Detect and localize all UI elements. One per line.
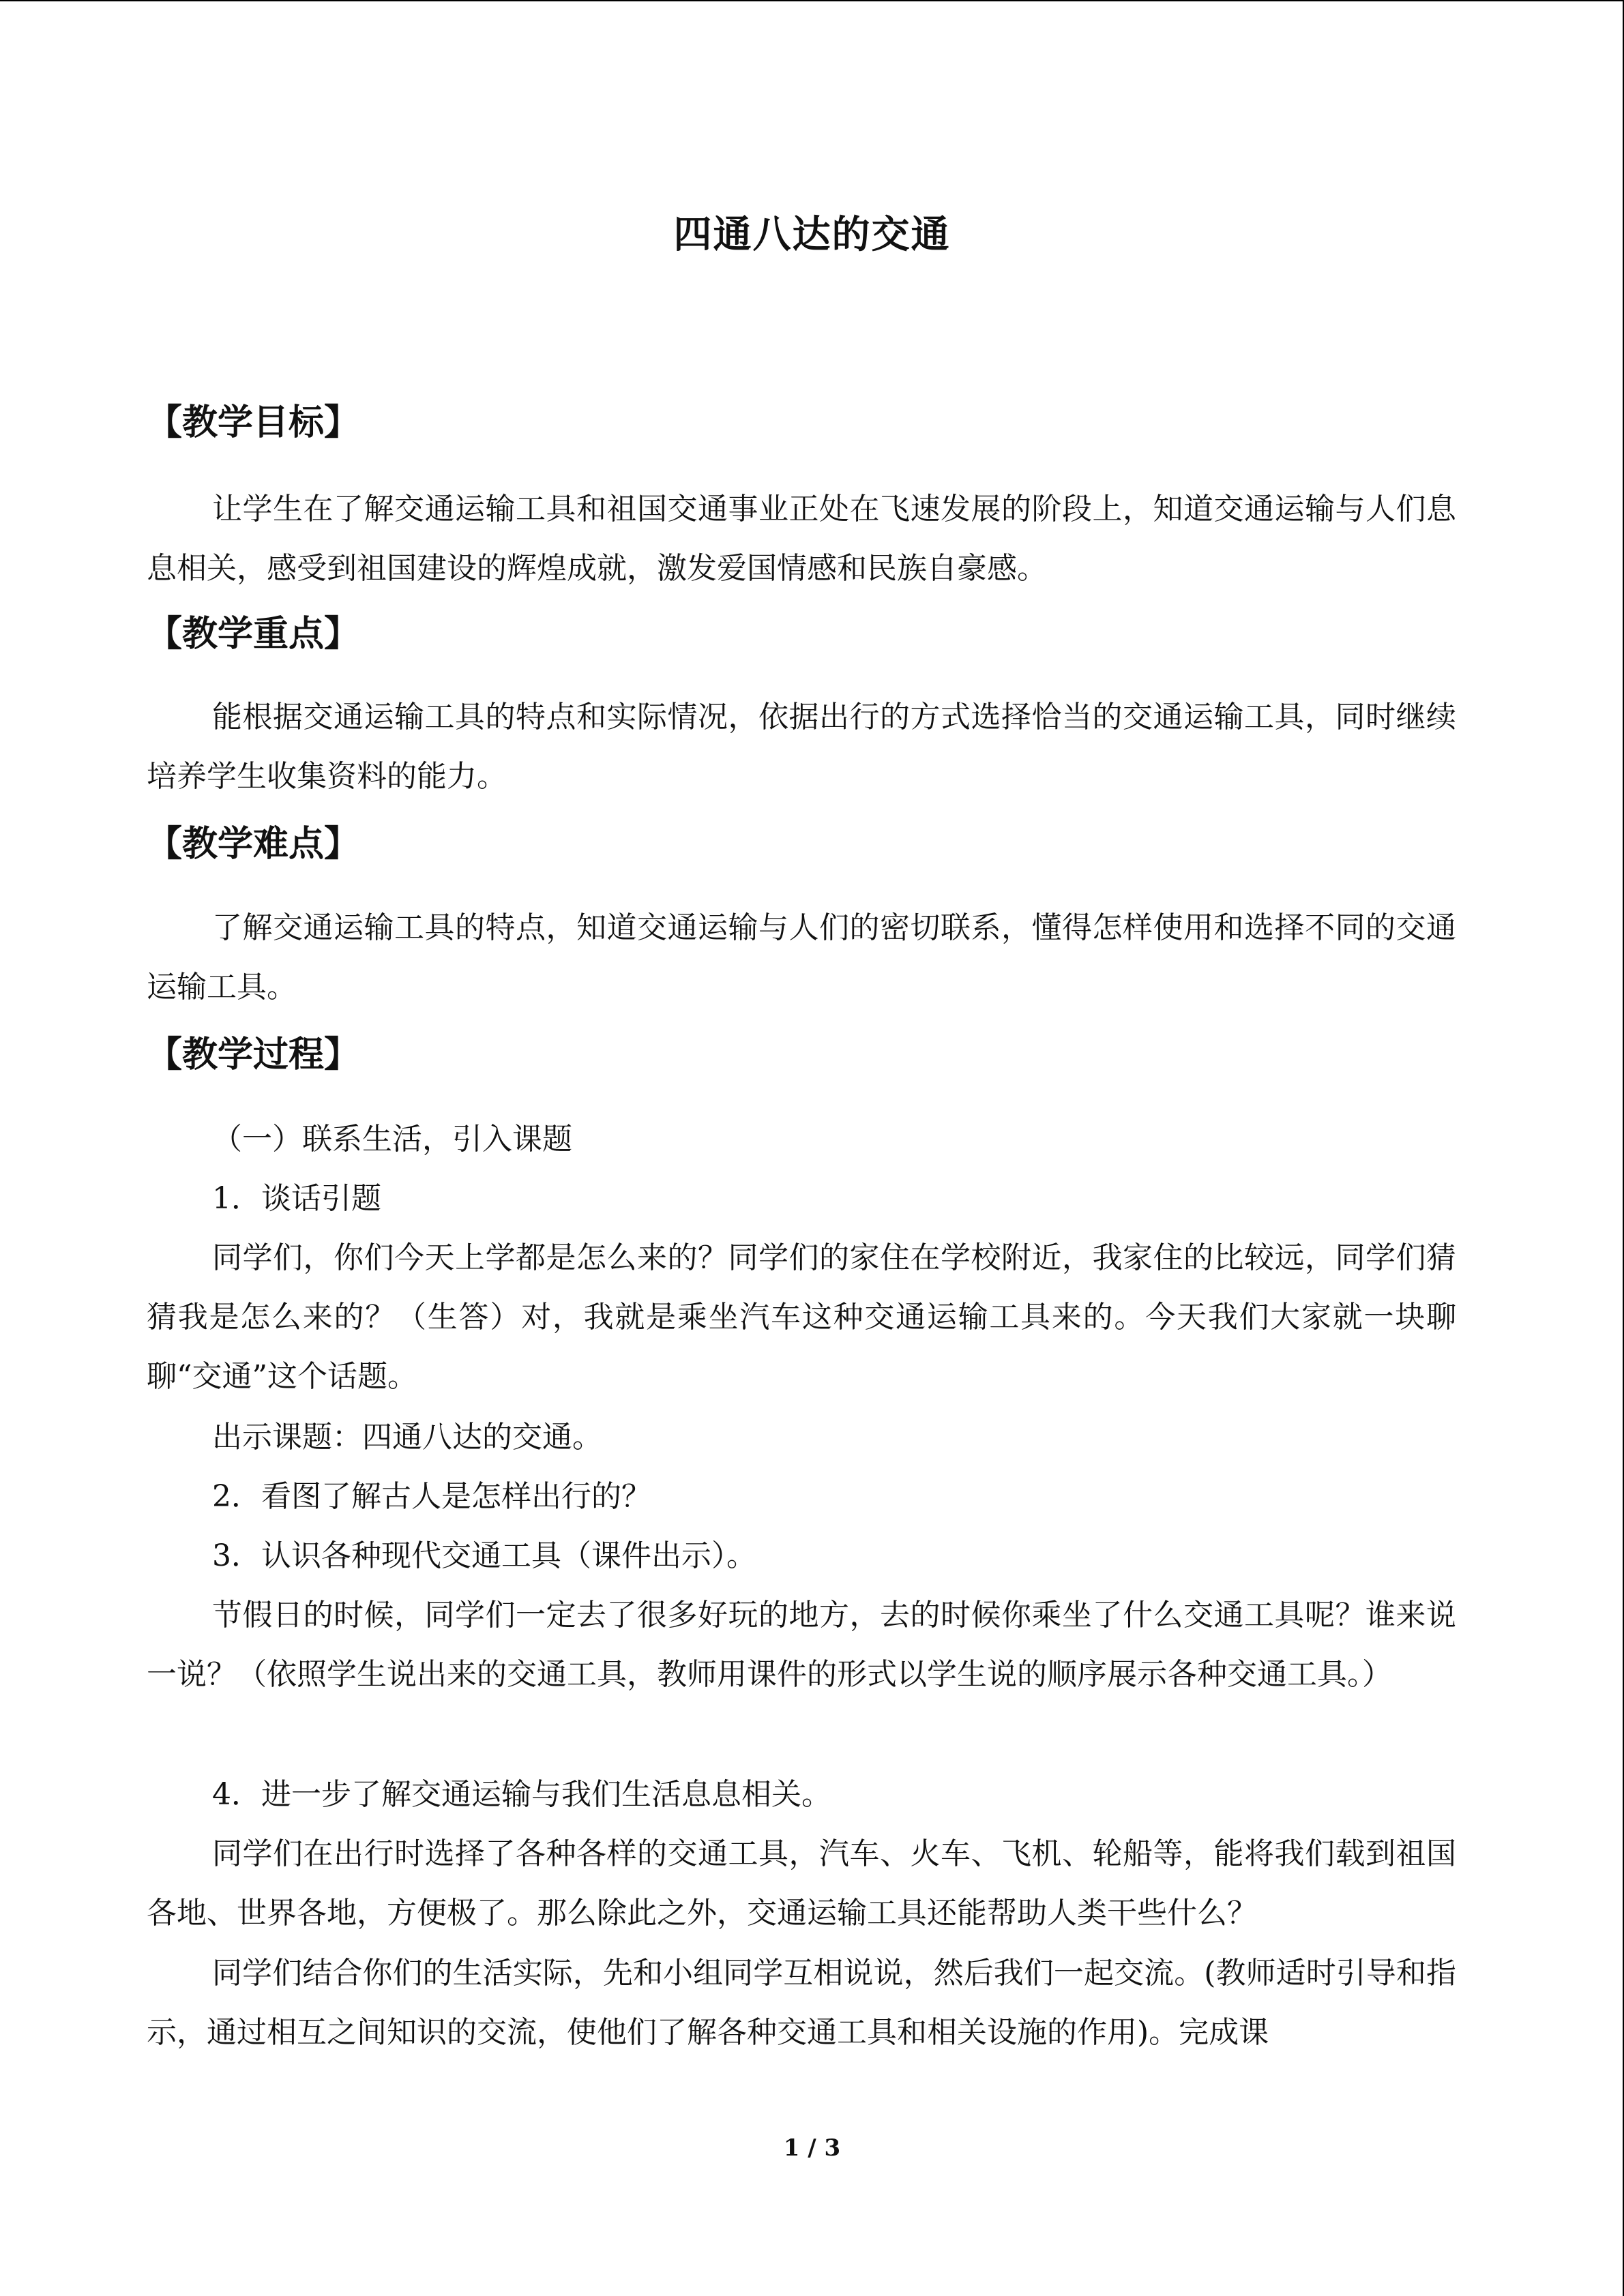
process-item-1-text: 同学们，你们今天上学都是怎么来的？同学们的家住在学校附近，我家住的比较远，同学们猜猜我是怎么来的？（生答）对，我就是乘坐汽车这种交通运输工具来的。今天我们大家就一块聊聊“交通”这个话题。 [147,1240,1456,1394]
process-item-3-text: 节假日的时候，同学们一定去了很多好玩的地方，去的时候你乘坐了什么交通工具呢？谁来说一说？（依照学生说出来的交通工具，教师用课件的形式以学生说的顺序展示各种交通工具。） [147,1598,1456,1692]
process-item-4-text-2: 同学们结合你们的生活实际，先和小组同学互相说说，然后我们一起交流。(教师适时引导和指示，通过相互之间知识的交流，使他们了解各种交通工具和相关设施的作用)。完成课 [147,1956,1456,2050]
heading-teaching-process: 【教学过程】 [147,1034,360,1075]
document-title: 四通八达的交通 [673,213,951,257]
paragraph-key-points: 能根据交通运输工具的特点和实际情况，依据出行的方式选择恰当的交通运输工具，同时继续培养学生收集资料的能力。 [147,700,1456,794]
paragraph-difficulties: 了解交通运输工具的特点，知道交通运输与人们的密切联系，懂得怎样使用和选择不同的交通运输工具。 [147,910,1456,1004]
process-item-1-show: 出示课题：四通八达的交通。 [212,1420,602,1455]
process-item-4: 4．进一步了解交通运输与我们生活息息相关。 [212,1777,831,1812]
process-item-1: 1．谈话引题 [212,1181,381,1216]
heading-difficulties: 【教学难点】 [147,824,360,865]
heading-key-points: 【教学重点】 [147,614,360,655]
paragraph-teaching-goals: 让学生在了解交通运输工具和祖国交通事业正处在飞速发展的阶段上，知道交通运输与人们息息相关，感受到祖国建设的辉煌成就，激发爱国情感和民族自豪感。 [147,492,1456,586]
page-number: 1 / 3 [783,2134,841,2162]
heading-teaching-goals: 【教学目标】 [147,402,360,443]
process-item-4-text: 同学们在出行时选择了各种各样的交通工具，汽车、火车、飞机、轮船等，能将我们载到祖国各地、世界各地，方便极了。那么除此之外，交通运输工具还能帮助人类干些什么？ [147,1836,1456,1930]
process-part1-title: （一）联系生活，引入课题 [212,1122,572,1157]
process-item-2: 2．看图了解古人是怎样出行的？ [212,1479,651,1514]
process-item-3: 3．认识各种现代交通工具（课件出示）。 [212,1538,756,1573]
